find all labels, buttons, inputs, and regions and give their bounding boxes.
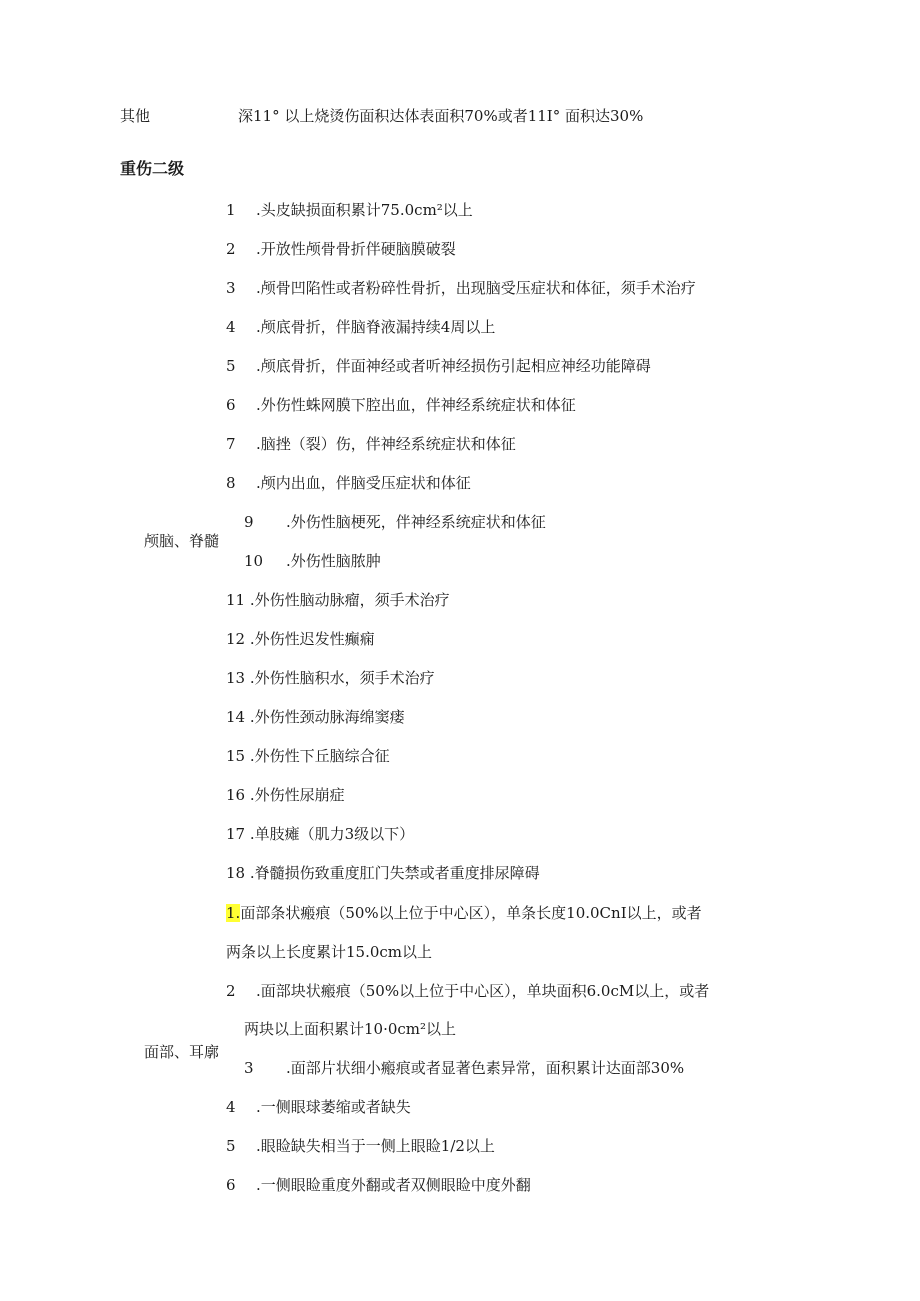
cranial-item: [226, 317, 495, 337]
cranial-item: [226, 629, 375, 649]
face-item: [226, 1097, 411, 1117]
item-number: 18: [226, 864, 246, 882]
item-number: 3: [244, 1059, 254, 1077]
item-text: .颅底骨折，伴面神经或者听神经损伤引起相应神经功能障碍: [256, 357, 651, 375]
cranial-item: [244, 551, 381, 571]
item-number: 6: [226, 396, 236, 414]
item-text: .外伤性迟发性癫痫: [249, 630, 375, 648]
item-text: .外伤性脑脓肿: [286, 552, 381, 570]
item-number: 11: [226, 591, 246, 609]
item-text: .颅底骨折，伴脑脊液漏持续4周以上: [256, 318, 496, 336]
category-cranial: 颅脑、脊髓: [144, 532, 220, 550]
face-item: [244, 1058, 684, 1078]
face-item: [226, 1175, 531, 1195]
category-face: 面部、耳廓: [144, 1043, 220, 1061]
face-item-continuation: 两条以上长度累计15.0cm以上: [226, 943, 433, 961]
cranial-item: [226, 824, 414, 844]
item-text: .脊髓损伤致重度肛门失禁或者重度排尿障碍: [249, 864, 540, 882]
item-text: .一侧眼球萎缩或者缺失: [256, 1098, 411, 1116]
item-number: 12: [226, 630, 246, 648]
face-item-continuation: 两块以上面积累计10·0cm²以上: [244, 1020, 457, 1038]
item-number: 16: [226, 786, 246, 804]
item-text: .开放性颅骨骨折伴硬脑膜破裂: [256, 240, 456, 258]
item-text: .外伤性蛛网膜下腔出血，伴神经系统症状和体征: [256, 396, 576, 414]
item-text: .外伤性脑动脉瘤，须手术治疗: [249, 591, 450, 609]
item-number: 4: [226, 1098, 236, 1116]
item-text: .外伤性脑积水，须手术治疗: [249, 669, 435, 687]
item-number: 1: [226, 201, 236, 219]
cranial-item: [226, 863, 540, 883]
item-text: .颅骨凹陷性或者粉碎性骨折，出现脑受压症状和体征，须手术治疗: [256, 279, 696, 297]
item-text: .面部块状瘢痕（50%以上位于中心区），单块面积6.0cM以上，或者: [256, 982, 710, 1000]
cranial-item: [226, 200, 473, 220]
cranial-item: [226, 239, 456, 259]
item-text: .一侧眼睑重度外翻或者双侧眼睑中度外翻: [256, 1176, 531, 1194]
item-number-highlighted: 1.: [226, 904, 241, 922]
item-number: 9: [244, 513, 254, 531]
item-number: 3: [226, 279, 236, 297]
item-number: 15: [226, 747, 246, 765]
item-text: 面部条状瘢痕（50%以上位于中心区），单条长度10.0CnI以上，或者: [240, 904, 702, 922]
item-text: .眼睑缺失相当于一侧上眼睑1/2以上: [256, 1137, 495, 1155]
item-text: .外伤性尿崩症: [249, 786, 345, 804]
item-number: 5: [226, 1137, 236, 1155]
cranial-item: [244, 512, 546, 532]
item-number: 7: [226, 435, 236, 453]
face-item: [226, 903, 702, 923]
item-number: 13: [226, 669, 246, 687]
cranial-item: [226, 278, 696, 298]
item-text: .面部片状细小瘢痕或者显著色素异常，面积累计达面部30%: [286, 1059, 685, 1077]
other-description: 深11° 以上烧烫伤面积达体表面积70%或者11I° 面积达30%: [238, 107, 644, 125]
item-text: .颅内出血，伴脑受压症状和体征: [256, 474, 471, 492]
cranial-item: [226, 746, 390, 766]
item-number: 10: [244, 552, 264, 570]
item-number: 8: [226, 474, 236, 492]
item-number: 6: [226, 1176, 236, 1194]
item-number: 14: [226, 708, 246, 726]
cranial-item: [226, 434, 516, 454]
item-number: 4: [226, 318, 236, 336]
item-text: .脑挫（裂）伤，伴神经系统症状和体征: [256, 435, 516, 453]
item-number: 5: [226, 357, 236, 375]
cranial-item: [226, 473, 471, 493]
cranial-item: [226, 785, 345, 805]
item-text: .头皮缺损面积累计75.0cm²以上: [256, 201, 473, 219]
cranial-item: [226, 356, 651, 376]
item-number: 17: [226, 825, 246, 843]
item-number: 2: [226, 240, 236, 258]
item-text: .外伤性颈动脉海绵窦瘘: [249, 708, 405, 726]
cranial-item: [226, 707, 405, 727]
item-number: 2: [226, 982, 236, 1000]
cranial-item: [226, 395, 576, 415]
cranial-item: [226, 668, 435, 688]
item-text: .外伤性脑梗死，伴神经系统症状和体征: [286, 513, 546, 531]
section-title: 重伤二级: [120, 159, 185, 178]
face-item: [226, 981, 709, 1001]
item-text: .外伤性下丘脑综合征: [249, 747, 390, 765]
face-item: [226, 1136, 495, 1156]
item-text: .单肢瘫（肌力3级以下）: [249, 825, 415, 843]
cranial-item: [226, 590, 450, 610]
category-other: 其他: [120, 107, 151, 125]
